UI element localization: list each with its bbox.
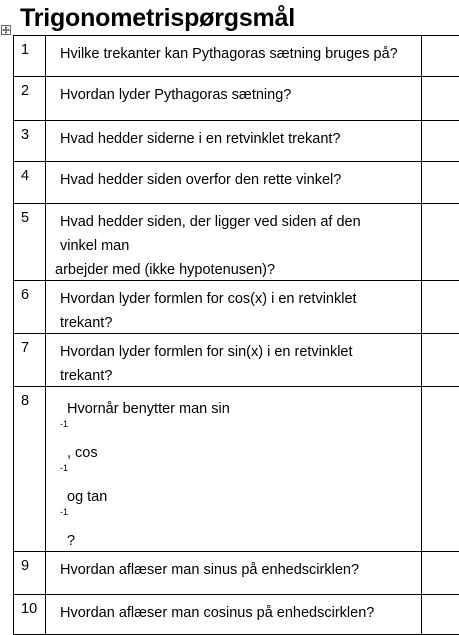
question-cell[interactable] [46, 77, 422, 121]
question-number-cell[interactable] [14, 204, 46, 281]
answer-cell[interactable] [422, 595, 459, 635]
question-cell[interactable] [46, 552, 422, 595]
table-row [14, 387, 459, 552]
questions-table [13, 35, 459, 635]
question-text: Hvordan aflæser man sinus på enhedscirklen? [53, 556, 415, 580]
table-row [14, 595, 459, 635]
question-number-cell[interactable] [14, 595, 46, 635]
question-text: Hvordan lyder Pythagoras sætning? [53, 81, 415, 105]
question-number-cell[interactable] [14, 36, 46, 77]
question-text-line: vinkel man [53, 232, 415, 256]
question-number: 3 [14, 121, 45, 145]
question-cell[interactable] [46, 387, 422, 552]
question-text-line: Hvordan lyder formlen for cos(x) i en retvinklet [53, 285, 415, 309]
question-text: Hvordan aflæser man cosinus på enhedscirklen? [53, 599, 415, 623]
question-number: 7 [14, 334, 45, 358]
move-cross-icon[interactable] [1, 25, 11, 35]
question-number-cell[interactable] [14, 162, 46, 204]
question-number-cell[interactable] [14, 121, 46, 162]
table-row [14, 334, 459, 387]
question-number: 10 [14, 595, 45, 619]
answer-cell[interactable] [422, 77, 459, 121]
question-text-line: Hvordan lyder formlen for sin(x) i en retvinklet [53, 338, 415, 362]
question-cell[interactable] [46, 36, 422, 77]
question-cell[interactable] [46, 281, 422, 334]
question-number-cell[interactable] [14, 281, 46, 334]
table-row [14, 36, 459, 77]
document-title: Trigonometrispørgsmål [20, 2, 295, 34]
table-row [14, 281, 459, 334]
question-text-line: trekant? [53, 309, 415, 333]
answer-cell[interactable] [422, 552, 459, 595]
answer-cell[interactable] [422, 36, 459, 77]
question-number: 1 [14, 36, 45, 60]
question-number-cell[interactable] [14, 77, 46, 121]
question-number-cell[interactable] [14, 387, 46, 552]
question-number: 9 [14, 552, 45, 576]
answer-cell[interactable] [422, 162, 459, 204]
question-cell[interactable] [46, 595, 422, 635]
question-cell[interactable] [46, 121, 422, 162]
question-text: Hvad hedder siderne i en retvinklet trekant? [53, 125, 415, 149]
answer-cell[interactable] [422, 281, 459, 334]
table-row [14, 162, 459, 204]
question-number-cell[interactable] [14, 552, 46, 595]
table-row [14, 552, 459, 595]
question-cell[interactable] [46, 204, 422, 281]
answer-cell[interactable] [422, 204, 459, 281]
question-number: 8 [14, 387, 45, 411]
question-text: Hvornår benytter man sin $^{-1}$ , cos $^{-1}$ og tan $^{-1}$ ? [53, 391, 415, 551]
table-row [14, 77, 459, 121]
question-text-line: arbejder med (ikke hypotenusen)? [53, 256, 415, 280]
answer-cell[interactable] [422, 121, 459, 162]
question-text-line: trekant? [53, 362, 415, 386]
answer-cell[interactable] [422, 334, 459, 387]
question-number: 2 [14, 77, 45, 101]
question-text-line: Hvad hedder siden, der ligger ved siden af den [53, 208, 415, 232]
question-cell[interactable] [46, 334, 422, 387]
question-number: 6 [14, 281, 45, 305]
question-text: Hvilke trekanter kan Pythagoras sætning bruges på? [53, 40, 415, 64]
question-number: 4 [14, 162, 45, 186]
answer-cell[interactable] [422, 387, 459, 552]
question-cell[interactable] [46, 162, 422, 204]
table-row [14, 121, 459, 162]
table-row [14, 204, 459, 281]
question-number: 5 [14, 204, 45, 228]
question-text: Hvad hedder siden overfor den rette vinkel? [53, 166, 415, 190]
question-number-cell[interactable] [14, 334, 46, 387]
